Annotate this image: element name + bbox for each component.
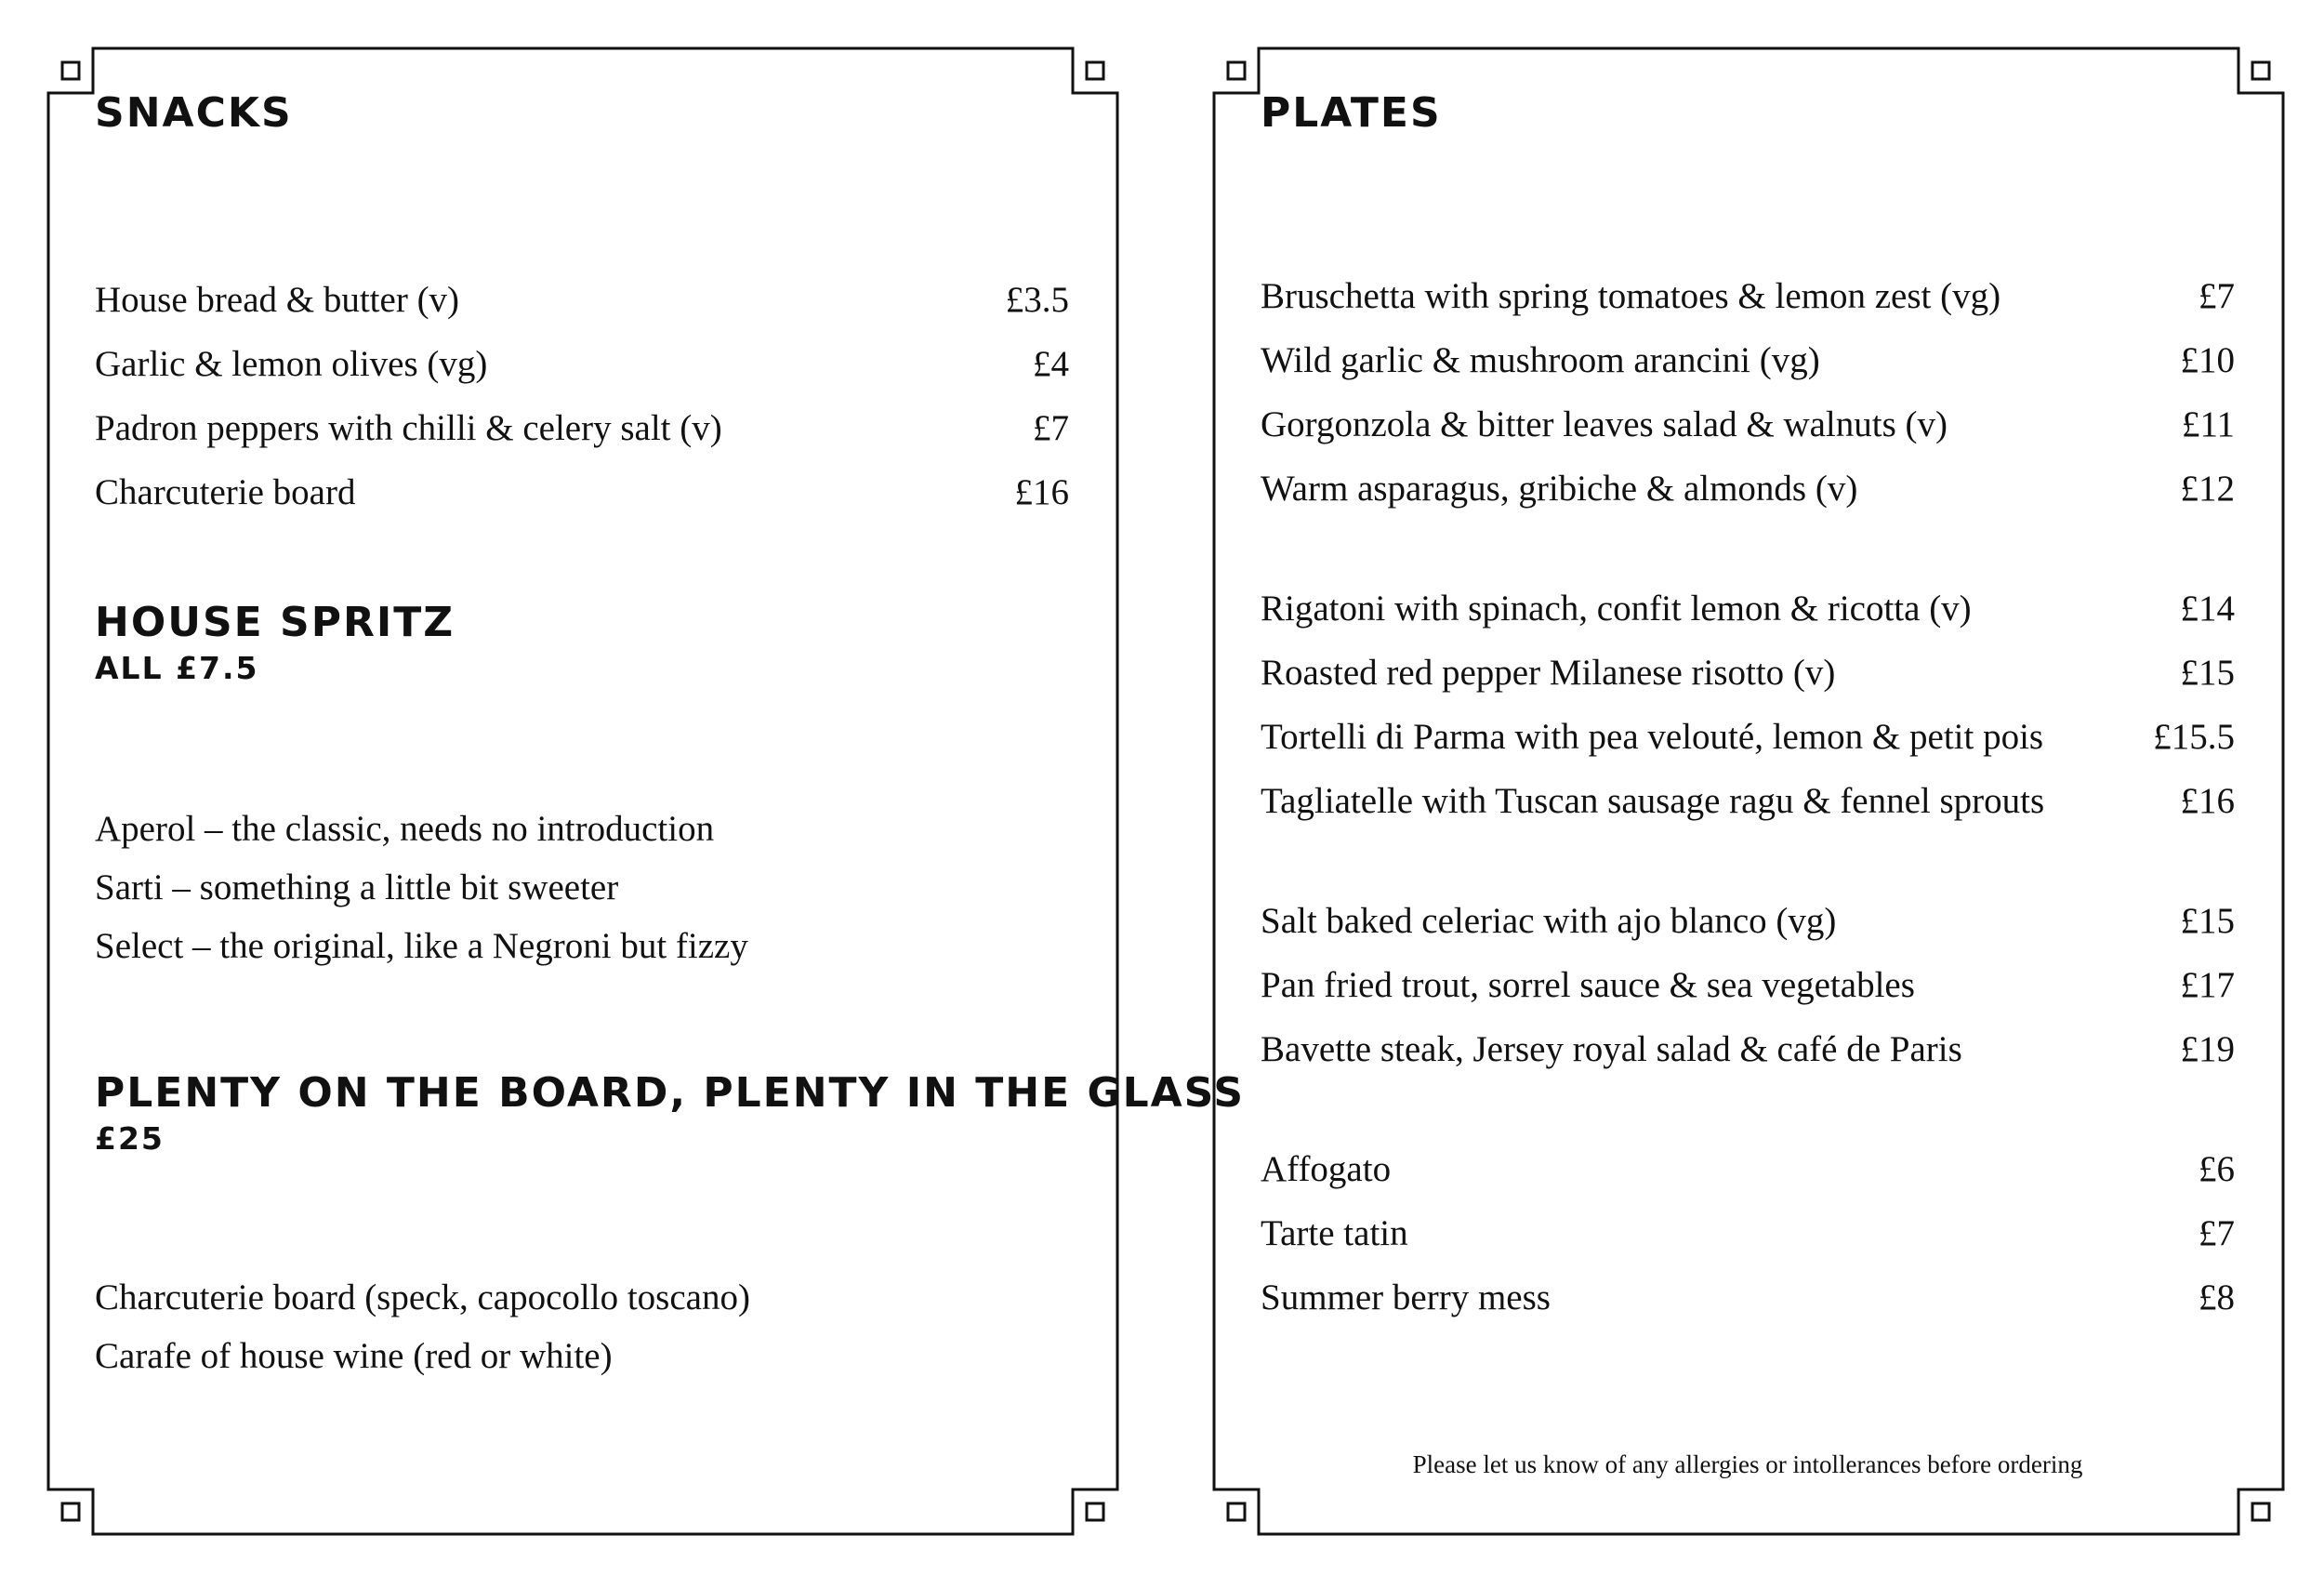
item-name: Rigatoni with spinach, confit lemon & ricotta (v) [1261, 589, 1972, 629]
item-name: Bruschetta with spring tomatoes & lemon zest (vg) [1261, 276, 2001, 316]
menu-panel-left [48, 48, 1246, 1534]
menu-panel-right [1214, 48, 2283, 1534]
list-item: Charcuterie board (speck, capocollo toscano) [95, 1277, 750, 1317]
list-item: Carafe of house wine (red or white) [95, 1336, 613, 1376]
item-price: £15 [2180, 901, 2235, 941]
item-price: £7 [1033, 408, 1069, 448]
item-price: £14 [2180, 589, 2235, 629]
list-item: Select – the original, like a Negroni but fizzy [95, 926, 748, 966]
list-item [1261, 392, 2235, 457]
item-name: Garlic & lemon olives (vg) [95, 344, 488, 384]
list-item [1261, 264, 2235, 328]
item-price: £19 [2180, 1029, 2235, 1069]
list-item: Sarti – something a little bit sweeter [95, 867, 619, 907]
list-item [95, 460, 1069, 524]
snacks-list [95, 268, 1069, 524]
list-item [1261, 328, 2235, 392]
item-name: Affogato [1261, 1149, 1392, 1189]
plates-group [1261, 889, 2235, 1081]
item-price: £12 [2180, 469, 2235, 509]
item-name: Wild garlic & mushroom arancini (vg) [1261, 340, 1820, 380]
item-name: Pan fried trout, sorrel sauce & sea vegetables [1261, 965, 1915, 1005]
item-price: £15 [2180, 653, 2235, 693]
plates-group [1261, 576, 2235, 833]
item-name: Bavette steak, Jersey royal salad & café de Paris [1261, 1029, 1962, 1069]
list-item [1261, 769, 2235, 833]
list-item [1261, 576, 2235, 641]
spritz-list [95, 800, 1069, 975]
item-name: Gorgonzola & bitter leaves salad & walnuts (v) [1261, 404, 1948, 444]
item-price: £11 [2181, 404, 2235, 444]
list-item [1261, 889, 2235, 953]
item-name: Roasted red pepper Milanese risotto (v) [1261, 653, 1836, 693]
item-price: £3.5 [1005, 280, 1069, 320]
plenty-list [95, 1268, 1069, 1385]
item-name: Charcuterie board [95, 472, 356, 512]
list-item [95, 396, 1069, 460]
item-price: £8 [2199, 1277, 2235, 1317]
item-name: Padron peppers with chilli & celery salt (v) [95, 408, 722, 448]
list-item [1261, 1201, 2235, 1265]
list-item [1261, 1265, 2235, 1330]
list-item [95, 268, 1069, 332]
item-price: £16 [2180, 781, 2235, 821]
plenty-subheading: £25 [95, 1120, 165, 1157]
item-name: Summer berry mess [1261, 1277, 1551, 1317]
list-item [1261, 953, 2235, 1017]
item-price: £10 [2180, 340, 2235, 380]
item-price: £6 [2199, 1149, 2235, 1189]
item-name: Tarte tatin [1261, 1213, 1408, 1253]
item-name: Salt baked celeriac with ajo blanco (vg) [1261, 901, 1837, 941]
item-price: £15.5 [2153, 717, 2235, 757]
item-price: £17 [2180, 965, 2235, 1005]
item-name: Tortelli di Parma with pea velouté, lemon & petit pois [1261, 717, 2044, 757]
snacks-heading: SNACKS [95, 89, 293, 137]
item-name: Warm asparagus, gribiche & almonds (v) [1261, 469, 1858, 509]
list-item [1261, 457, 2235, 521]
item-name: House bread & butter (v) [95, 280, 460, 320]
item-price: £7 [2199, 276, 2235, 316]
plates-heading: PLATES [1261, 89, 1442, 137]
spritz-subheading: ALL £7.5 [95, 650, 259, 686]
allergy-note: Please let us know of any allergies or intollerances before ordering [1412, 1450, 2083, 1478]
list-item [1261, 705, 2235, 769]
item-price: £7 [2199, 1213, 2235, 1253]
item-name: Tagliatelle with Tuscan sausage ragu & fennel sprouts [1261, 781, 2045, 821]
list-item [1261, 1017, 2235, 1081]
list-item [1261, 1137, 2235, 1201]
plates-group [1261, 264, 2235, 521]
list-item [95, 332, 1069, 396]
item-price: £16 [1014, 472, 1069, 512]
spritz-heading: HOUSE SPRITZ [95, 599, 456, 646]
plenty-heading: PLENTY ON THE BOARD, PLENTY IN THE GLASS [95, 1069, 1246, 1117]
plates-group [1261, 1137, 2235, 1330]
item-price: £4 [1033, 344, 1069, 384]
list-item: Aperol – the classic, needs no introduction [95, 809, 715, 849]
list-item [1261, 641, 2235, 705]
